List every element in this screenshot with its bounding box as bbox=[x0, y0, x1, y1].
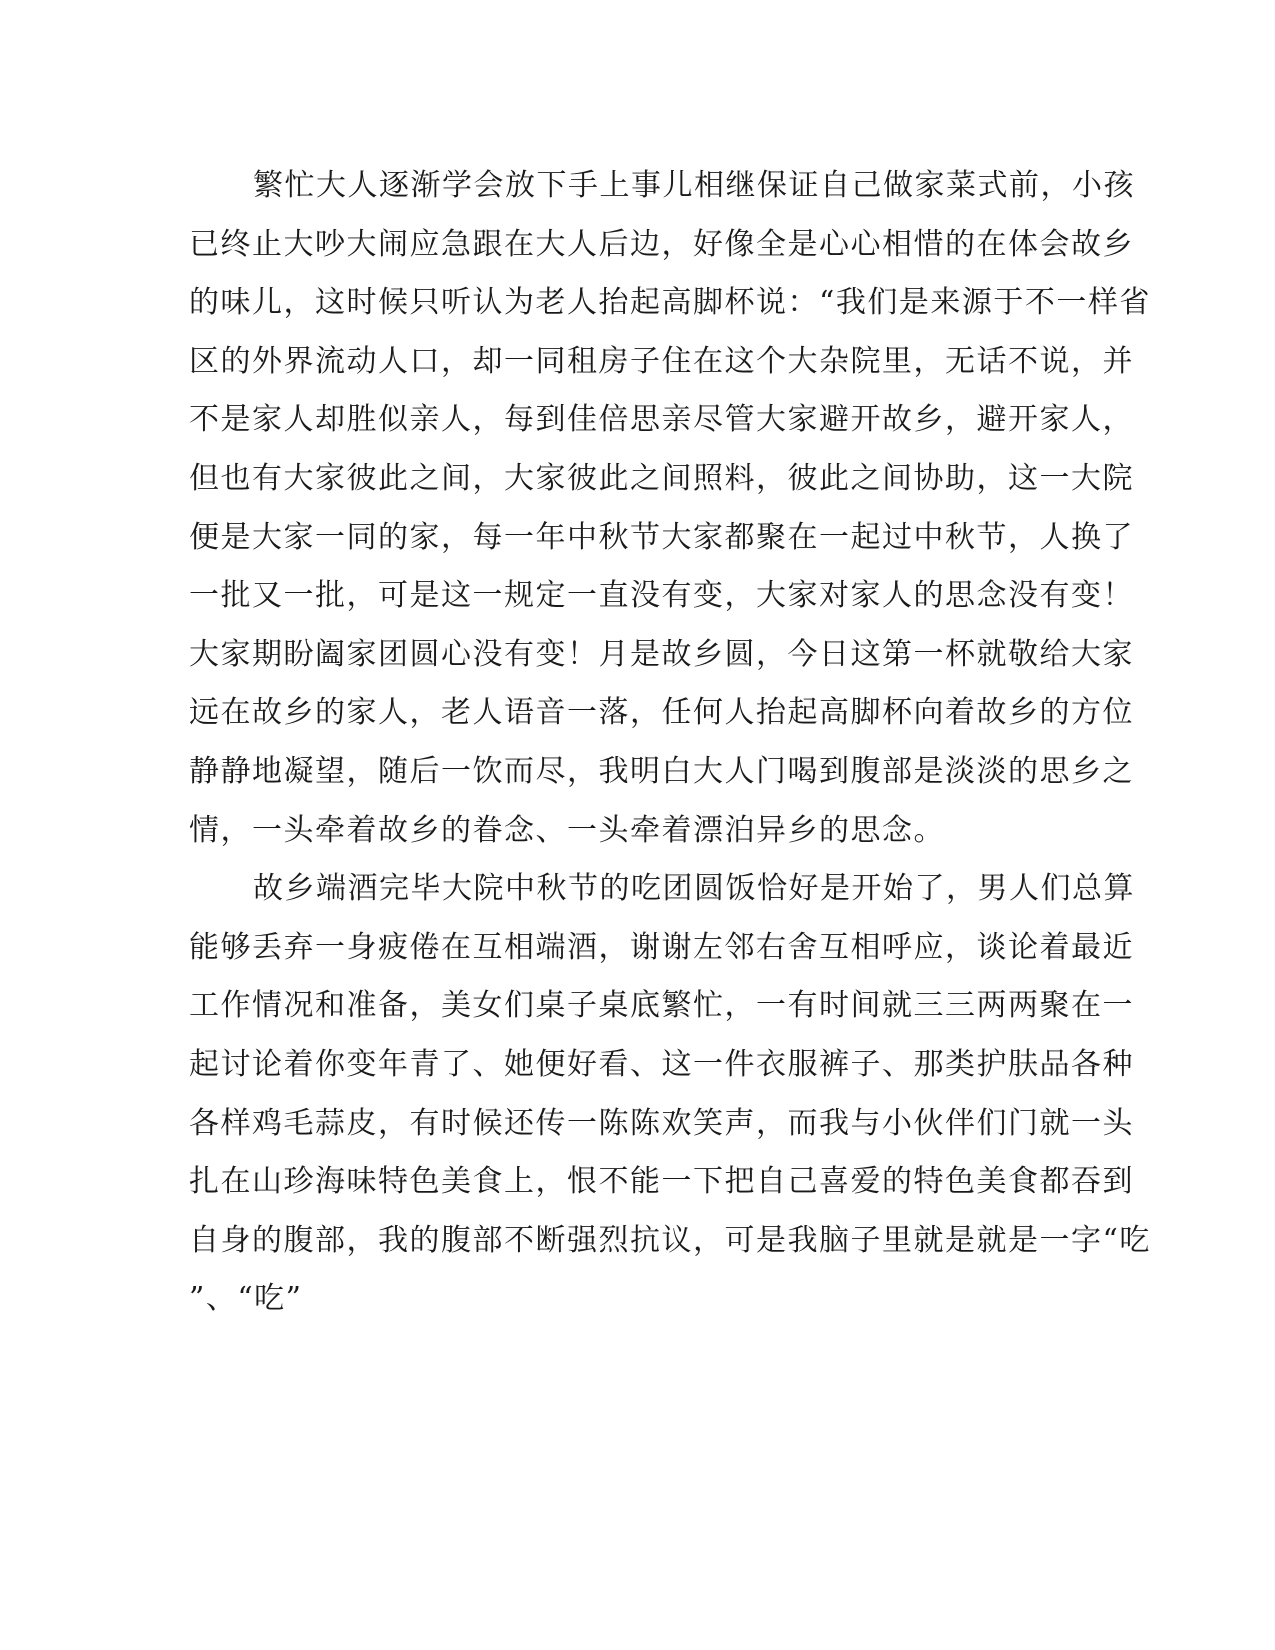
text-line: 的味儿，这时候只听认为老人抬起高脚杯说：“我们是来源于不一样省 bbox=[189, 285, 1151, 321]
text-line: 便是大家一同的家，每一年中秋节大家都聚在一起过中秋节，人换了 bbox=[189, 519, 1134, 555]
text-line: 繁忙大人逐渐学会放下手上事儿相继保证自己做家菜式前，小孩 bbox=[253, 168, 1135, 203]
paragraph-1 bbox=[189, 157, 1151, 860]
text-line: ”、“吃” bbox=[189, 1281, 303, 1317]
document-body bbox=[189, 157, 1151, 1329]
text-line: 大家期盼阖家团圆心没有变！月是故乡圆，今日这第一杯就敬给大家 bbox=[189, 636, 1134, 672]
text-line: 起讨论着你变年青了、她便好看、这一件衣服裤子、那类护肤品各种 bbox=[189, 1046, 1134, 1082]
text-line: 情，一头牵着故乡的眷念、一头牵着漂泊异乡的思念。 bbox=[189, 812, 945, 848]
text-line: 各样鸡毛蒜皮，有时候还传一陈陈欢笑声，而我与小伙伴们门就一头 bbox=[189, 1105, 1134, 1141]
text-line: 能够丢弃一身疲倦在互相端酒，谢谢左邻右舍互相呼应，谈论着最近 bbox=[189, 929, 1134, 965]
text-line: 一批又一批，可是这一规定一直没有变，大家对家人的思念没有变！ bbox=[189, 578, 1134, 614]
text-line: 工作情况和准备，美女们桌子桌底繁忙，一有时间就三三两两聚在一 bbox=[189, 988, 1134, 1024]
text-line: 远在故乡的家人，老人语音一落，任何人抬起高脚杯向着故乡的方位 bbox=[189, 695, 1134, 731]
text-line: 但也有大家彼此之间，大家彼此之间照料，彼此之间协助，这一大院 bbox=[189, 460, 1134, 496]
paragraph-2 bbox=[189, 860, 1151, 1329]
text-line: 扎在山珍海味特色美食上，恨不能一下把自己喜爱的特色美食都吞到 bbox=[189, 1164, 1134, 1200]
text-line: 故乡端酒完毕大院中秋节的吃团圆饭恰好是开始了，男人们总算 bbox=[253, 871, 1135, 907]
text-line: 区的外界流动人口，却一同租房子住在这个大杂院里，无话不说，并 bbox=[189, 343, 1134, 379]
text-line: 已终止大吵大闹应急跟在大人后边，好像全是心心相惜的在体会故乡 bbox=[189, 226, 1134, 262]
text-line: 不是家人却胜似亲人，每到佳倍思亲尽管大家避开故乡，避开家人， bbox=[189, 402, 1134, 438]
text-line: 静静地凝望，随后一饮而尽，我明白大人门喝到腹部是淡淡的思乡之 bbox=[189, 753, 1134, 789]
text-line: 自身的腹部，我的腹部不断强烈抗议，可是我脑子里就是就是一字“吃 bbox=[189, 1222, 1151, 1258]
